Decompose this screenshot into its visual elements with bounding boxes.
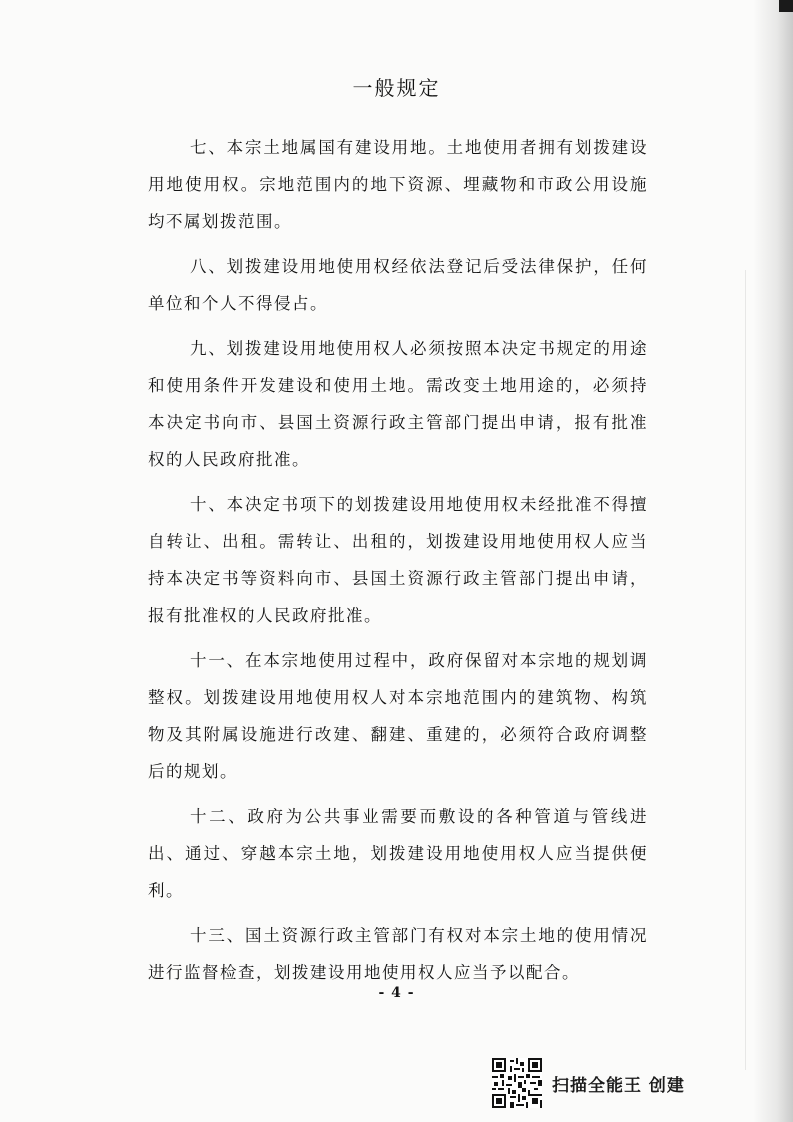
page-edge-shadow — [753, 0, 793, 1122]
scan-edge-line — [745, 270, 746, 1070]
clause-8: 八、划拨建设用地使用权经依法登记后受法律保护，任何单位和个人不得侵占。 — [148, 257, 648, 313]
clause-11: 十一、在本宗地使用过程中，政府保留对本宗地的规划调整权。划拨建设用地使用权人对本宗地范围内的建筑物、构筑物及其附属设施进行改建、翻建、重建的，必须符合政府调整后的规划。 — [148, 651, 648, 781]
corner-mark — [779, 0, 793, 12]
page-number: - 4 - — [378, 985, 415, 1001]
clause-12: 十二、政府为公共事业需要而敷设的各种管道与管线进出、通过、穿越本宗土地，划拨建设用地使用权人应当提供便利。 — [148, 807, 648, 900]
clause-7: 七、本宗土地属国有建设用地。土地使用者拥有划拨建设用地使用权。宗地范围内的地下资源、埋藏物和市政公用设施均不属划拨范围。 — [148, 138, 648, 231]
qr-code-icon — [492, 1058, 542, 1108]
clause-9: 九、划拨建设用地使用权人必须按照本决定书规定的用途和使用条件开发建设和使用土地。需改变土地用途的，必须持本决定书向市、县国土资源行政主管部门提出申请，报有批准权的人民政府批准。 — [148, 339, 648, 469]
scanner-watermark — [492, 1058, 685, 1108]
clause-10: 十、本决定书项下的划拨建设用地使用权未经批准不得擅自转让、出租。需转让、出租的，划拨建设用地使用权人应当持本决定书等资料向市、县国土资源行政主管部门提出申请，报有批准权的人民政府批准。 — [148, 495, 648, 625]
clause-13: 十三、国土资源行政主管部门有权对本宗土地的使用情况进行监督检查，划拨建设用地使用权人应当予以配合。 — [148, 926, 648, 982]
document-body — [148, 129, 648, 999]
page-title: 一般规定 — [352, 76, 441, 100]
watermark-text: 扫描全能王 创建 — [552, 1075, 685, 1096]
